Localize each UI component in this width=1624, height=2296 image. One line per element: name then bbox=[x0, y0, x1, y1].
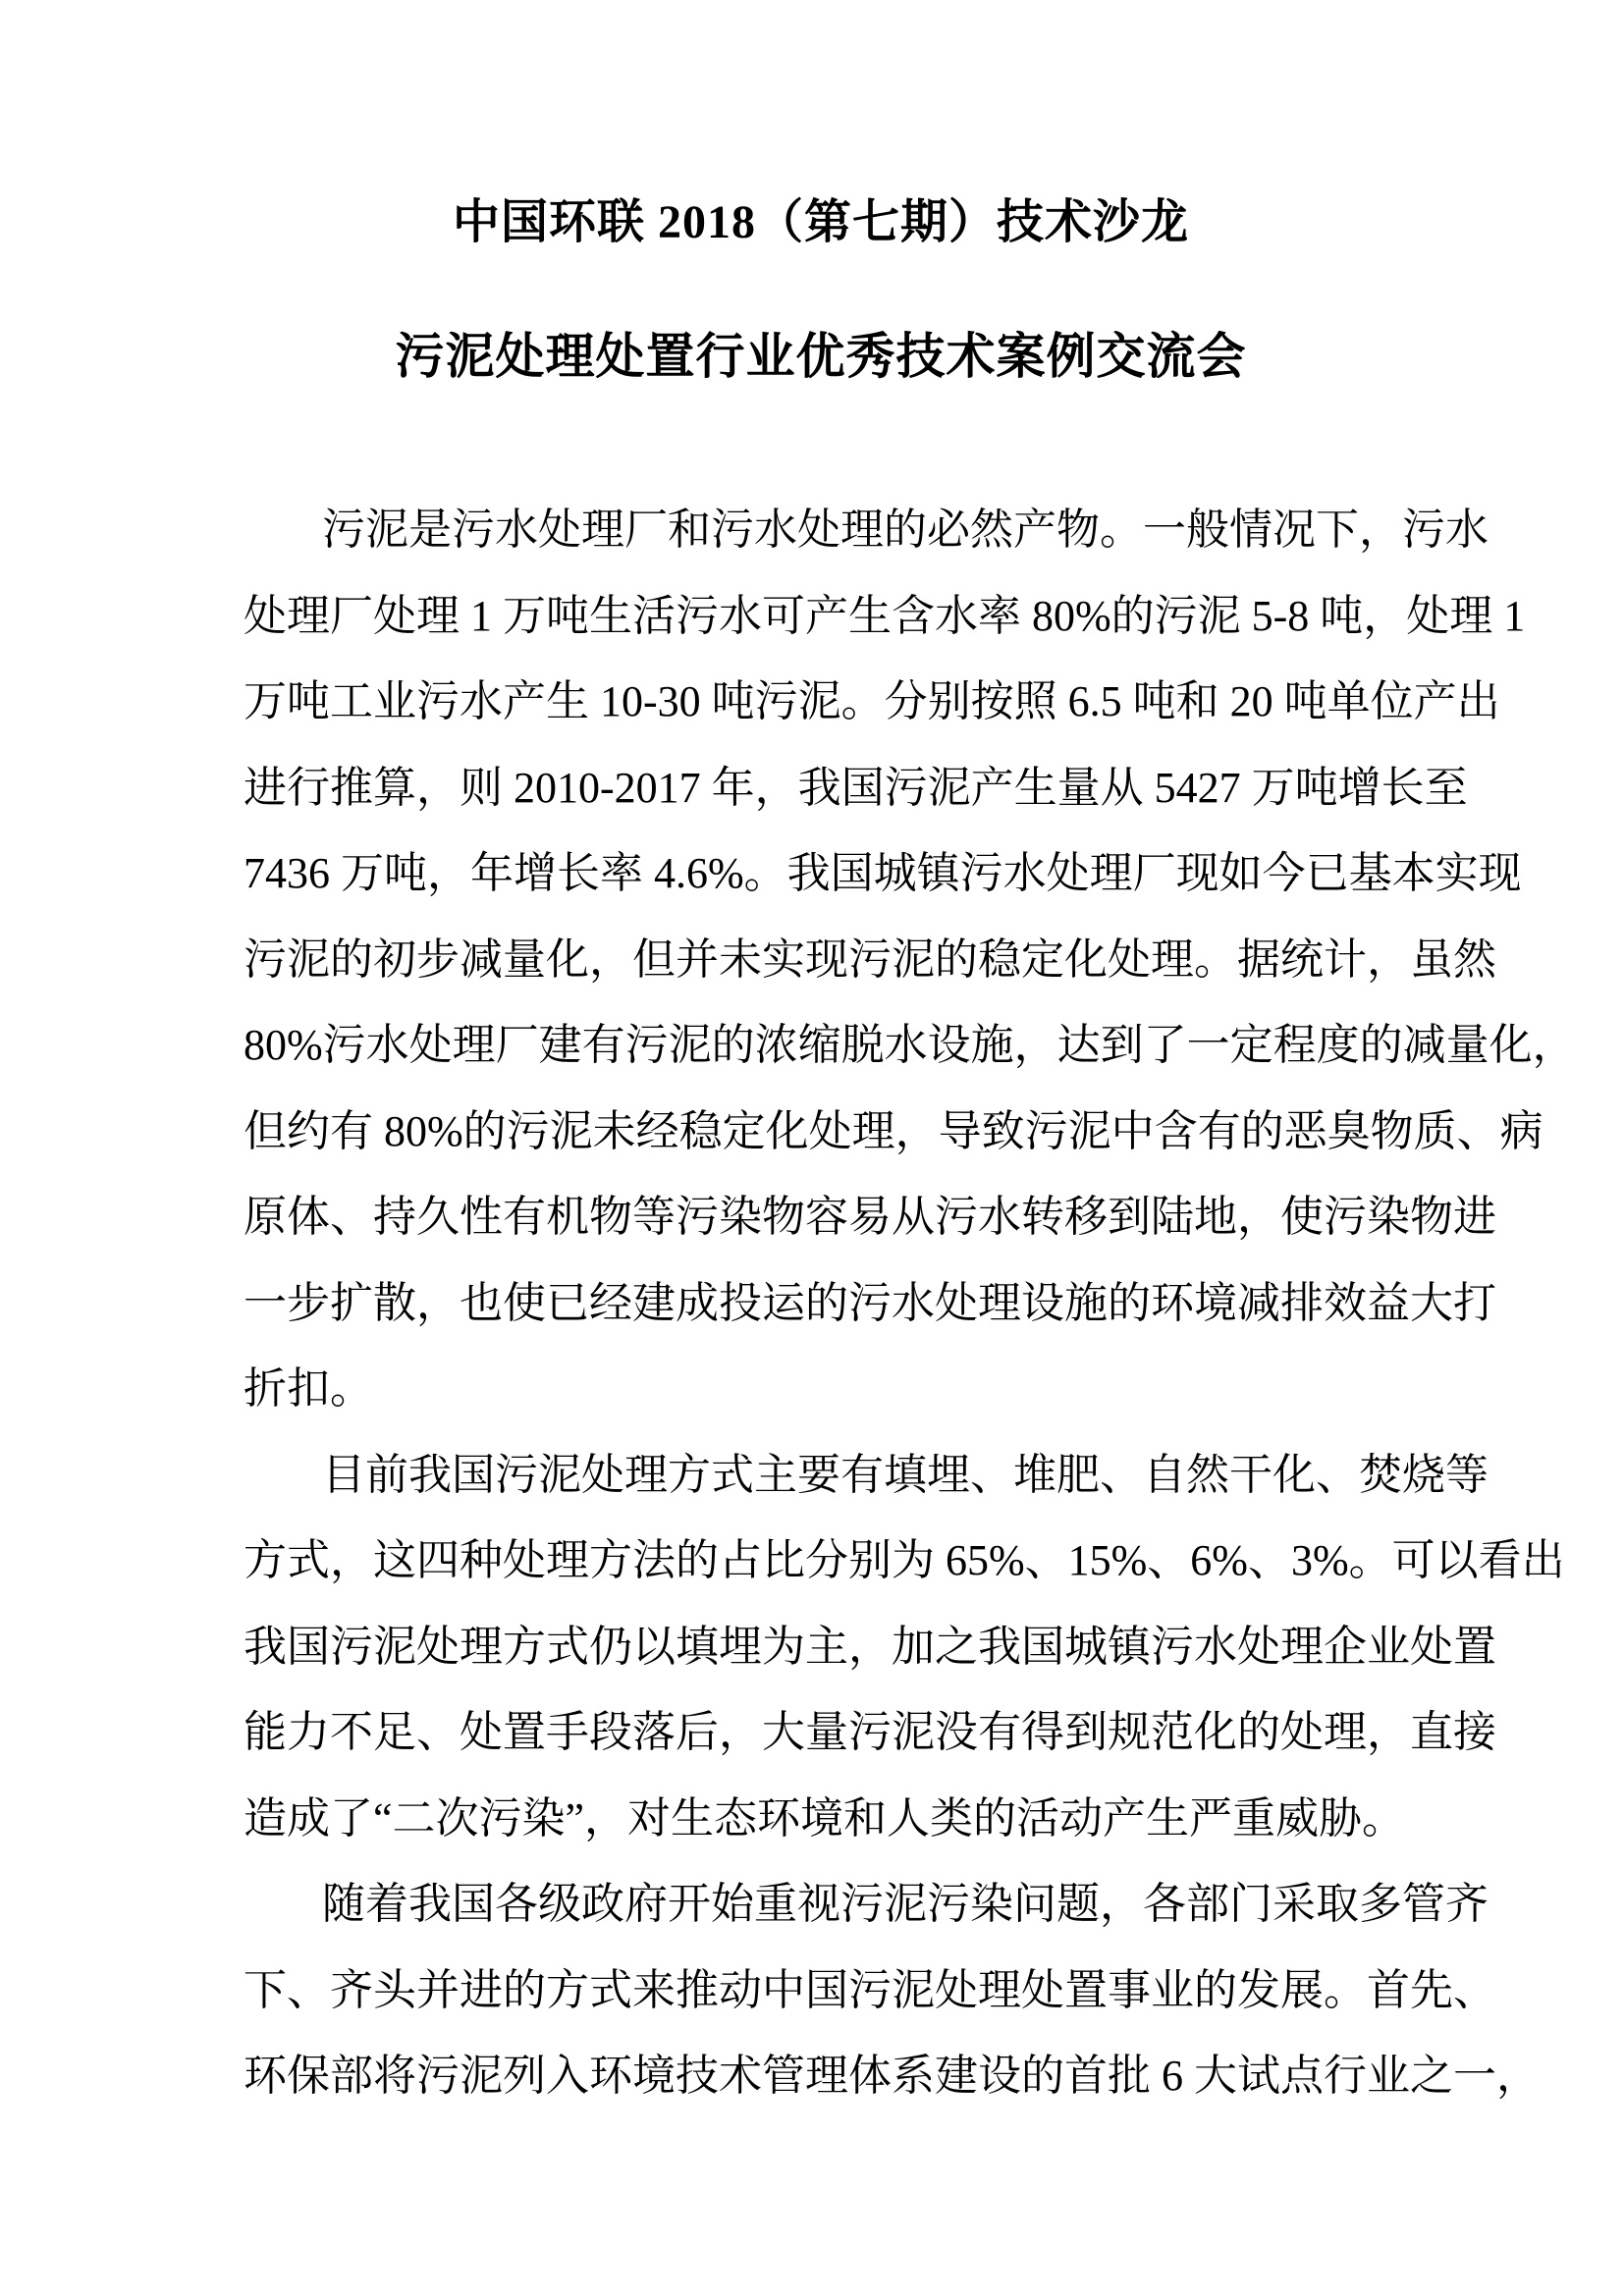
text-line: 造成了“二次污染”，对生态环境和人类的活动产生严重威胁。 bbox=[244, 1793, 1406, 1842]
text-line: 环保部将污泥列入环境技术管理体系建设的首批 6 大试点行业之一， bbox=[244, 2052, 1540, 2100]
text-line: 下、齐头并进的方式来推动中国污泥处理处置事业的发展。首先、 bbox=[244, 1965, 1496, 2014]
text-line: 污泥的初步减量化，但并未实现污泥的稳定化处理。据统计，虽然 bbox=[244, 934, 1496, 984]
document-body bbox=[244, 487, 1576, 2119]
text-line: 目前我国污泥处理方式主要有填埋、堆肥、自然干化、焚烧等 bbox=[322, 1450, 1489, 1499]
text-line: 方式，这四种处理方法的占比分别为 65%、15%、6%、3%。可以看出 bbox=[244, 1536, 1565, 1584]
text-line: 我国污泥处理方式仍以填埋为主，加之我国城镇污水处理企业处置 bbox=[244, 1622, 1496, 1671]
text-line: 7436 万吨，年增长率 4.6%。我国城镇污水处理厂现如今已基本实现 bbox=[244, 849, 1522, 897]
text-line: 但约有 80%的污泥未经稳定化处理，导致污泥中含有的恶臭物质、病 bbox=[244, 1106, 1543, 1155]
text-line: 污泥是污水处理厂和污水处理的必然产物。一般情况下，污水 bbox=[322, 506, 1489, 554]
text-line: 80%污水处理厂建有污泥的浓缩脱水设施，达到了一定程度的减量化， bbox=[244, 1021, 1576, 1069]
document-title-line-2: 污泥处理处置行业优秀技术案例交流会 bbox=[395, 329, 1247, 384]
text-line: 进行推算，则 2010-2017 年，我国污泥产生量从 5427 万吨增长至 bbox=[244, 763, 1468, 812]
text-line: 万吨工业污水产生 10-30 吨污泥。分别按照 6.5 吨和 20 吨单位产出 bbox=[244, 677, 1500, 725]
text-line: 随着我国各级政府开始重视污泥污染问题，各部门采取多管齐 bbox=[322, 1880, 1489, 1928]
document-content bbox=[244, 0, 1576, 2119]
text-line: 折扣。 bbox=[244, 1364, 373, 1413]
text-line: 处理厂处理 1 万吨生活污水可产生含水率 80%的污泥 5-8 吨，处理 1 bbox=[244, 591, 1526, 640]
text-line: 一步扩散，也使已经建成投运的污水处理设施的环境减排效益大打 bbox=[244, 1278, 1496, 1327]
text-line: 能力不足、处置手段落后，大量污泥没有得到规范化的处理，直接 bbox=[244, 1708, 1496, 1756]
document-title-line-1: 中国环联 2018（第七期）技术沙龙 bbox=[452, 196, 1189, 248]
text-line: 原体、持久性有机物等污染物容易从污水转移到陆地，使污染物进 bbox=[244, 1193, 1496, 1241]
